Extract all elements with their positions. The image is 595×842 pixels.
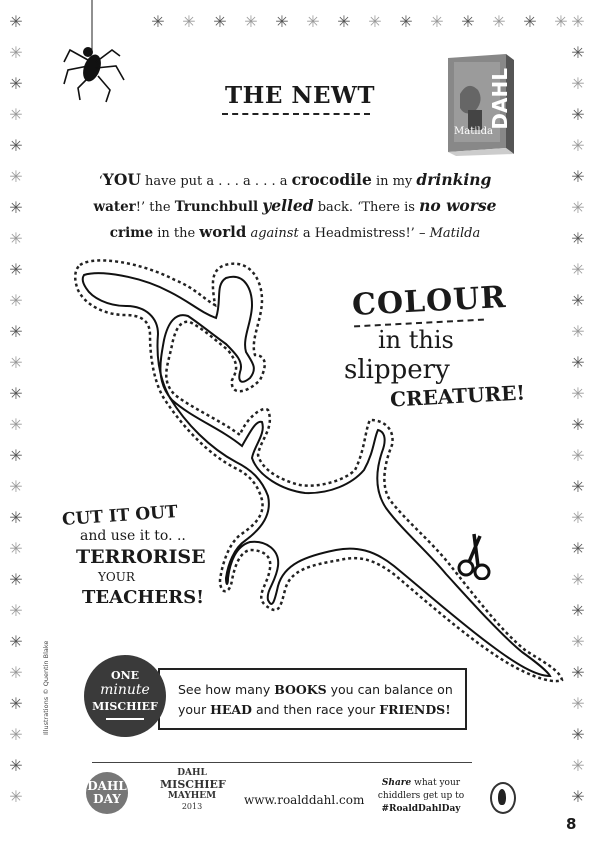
border-star-icon: ✳	[571, 725, 585, 744]
border-star-icon: ✳	[368, 12, 382, 31]
border-star-icon: ✳	[9, 415, 23, 434]
border-star-icon: ✳	[9, 74, 23, 93]
border-star-icon: ✳	[571, 291, 585, 310]
border-star-icon: ✳	[9, 663, 23, 682]
border-star-icon: ✳	[492, 12, 506, 31]
border-star-icon: ✳	[571, 477, 585, 496]
border-star-icon: ✳	[306, 12, 320, 31]
border-star-icon: ✳	[571, 632, 585, 651]
border-star-icon: ✳	[9, 477, 23, 496]
border-star-icon: ✳	[571, 415, 585, 434]
border-star-icon: ✳	[461, 12, 475, 31]
share-text: Share what your chiddlers get up to #RoaldDahlDay	[377, 778, 465, 814]
border-star-icon: ✳	[9, 632, 23, 651]
border-star-icon: ✳	[554, 12, 568, 31]
footer-divider	[92, 762, 472, 763]
border-star-icon: ✳	[523, 12, 537, 31]
border-star-icon: ✳	[9, 539, 23, 558]
scissors-icon	[452, 530, 502, 580]
border-star-icon: ✳	[9, 198, 23, 217]
border-star-icon: ✳	[9, 322, 23, 341]
border-star-icon: ✳	[571, 322, 585, 341]
page-number: 8	[566, 815, 577, 833]
book-title: Matilda	[454, 126, 493, 137]
mischief-text: See how many BOOKS you can balance on your HEAD and then race your FRIENDS!	[178, 682, 453, 717]
website-link[interactable]: www.roalddahl.com	[244, 793, 365, 807]
border-star-icon: ✳	[571, 384, 585, 403]
border-star-icon: ✳	[571, 105, 585, 124]
border-star-icon: ✳	[430, 12, 444, 31]
dahl-day-logo: DAHL DAY	[86, 772, 128, 814]
border-star-icon: ✳	[213, 12, 227, 31]
border-star-icon: ✳	[571, 43, 585, 62]
border-star-icon: ✳	[571, 601, 585, 620]
illustration-credit: Illustrations © Quentin Blake	[42, 640, 50, 735]
border-star-icon: ✳	[9, 12, 23, 31]
border-star-icon: ✳	[9, 446, 23, 465]
book-author: DAHL	[488, 68, 512, 130]
border-star-icon: ✳	[9, 725, 23, 744]
border-star-icon: ✳	[9, 43, 23, 62]
border-star-icon: ✳	[337, 12, 351, 31]
border-star-icon: ✳	[571, 74, 585, 93]
quote-line-2: water!’ the Trunchbull yelled back. ‘There is no worse	[93, 196, 497, 215]
border-star-icon: ✳	[275, 12, 289, 31]
border-star-icon: ✳	[9, 105, 23, 124]
border-star-icon: ✳	[571, 198, 585, 217]
border-star-icon: ✳	[9, 260, 23, 279]
border-star-icon: ✳	[571, 756, 585, 775]
one-minute-mischief-badge: ONE minute MISCHIEF	[84, 655, 166, 737]
border-star-icon: ✳	[9, 508, 23, 527]
border-star-icon: ✳	[571, 570, 585, 589]
quote-line-1: ‘YOU have put a . . . a . . . a crocodile in my drinking	[98, 170, 492, 189]
border-star-icon: ✳	[571, 136, 585, 155]
mischief-mayhem-logo: DAHL MISCHIEF MAYHEM 2013	[160, 768, 226, 811]
border-star-icon: ✳	[571, 229, 585, 248]
border-star-icon: ✳	[9, 694, 23, 713]
border-star-icon: ✳	[571, 167, 585, 186]
border-star-icon: ✳	[571, 260, 585, 279]
border-star-icon: ✳	[9, 136, 23, 155]
border-star-icon: ✳	[571, 787, 585, 806]
border-star-icon: ✳	[9, 601, 23, 620]
border-star-icon: ✳	[182, 12, 196, 31]
border-star-icon: ✳	[571, 12, 585, 31]
border-star-icon: ✳	[9, 570, 23, 589]
border-star-icon: ✳	[571, 663, 585, 682]
border-star-icon: ✳	[9, 756, 23, 775]
border-star-icon: ✳	[571, 446, 585, 465]
border-star-icon: ✳	[9, 167, 23, 186]
border-star-icon: ✳	[9, 291, 23, 310]
border-star-icon: ✳	[571, 694, 585, 713]
border-star-icon: ✳	[9, 384, 23, 403]
quote-line-3: crime in the world against a Headmistress!’ – Matilda	[109, 223, 481, 241]
border-star-icon: ✳	[571, 539, 585, 558]
border-star-icon: ✳	[571, 353, 585, 372]
border-star-icon: ✳	[571, 508, 585, 527]
mischief-box	[158, 668, 467, 730]
page-title: THE NEWT	[225, 82, 375, 109]
border-star-icon: ✳	[9, 353, 23, 372]
border-star-icon: ✳	[9, 229, 23, 248]
border-star-icon: ✳	[9, 787, 23, 806]
penguin-logo	[490, 782, 516, 814]
border-star-icon: ✳	[244, 12, 258, 31]
border-star-icon: ✳	[151, 12, 165, 31]
border-star-icon: ✳	[399, 12, 413, 31]
